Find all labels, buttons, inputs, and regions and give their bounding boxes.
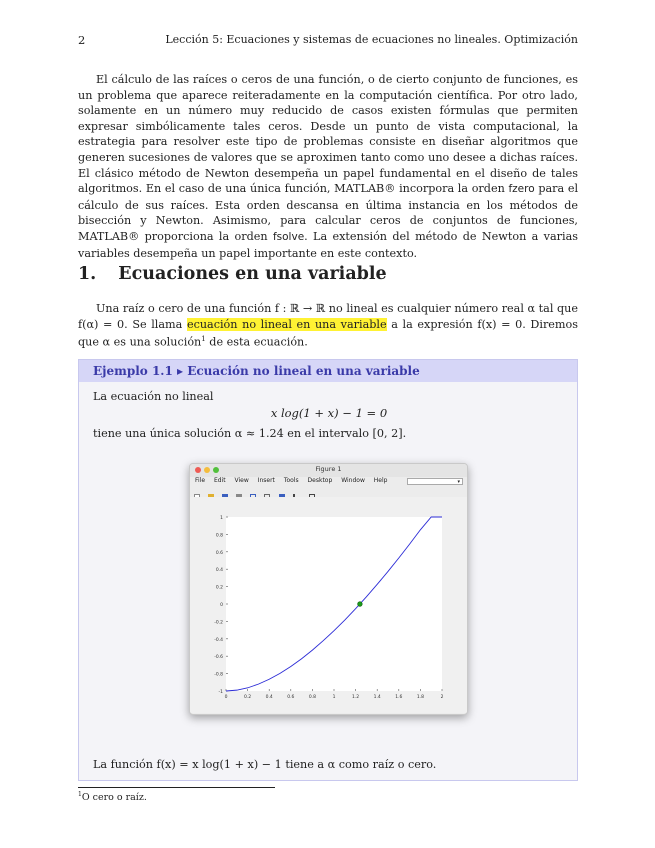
y-tick-label: 0 xyxy=(220,603,223,608)
y-tick-label: 1 xyxy=(220,516,223,521)
definition-paragraph: Una raíz o cero de una función f : ℝ → ℝ no lineal es cualquier número real α tal que f(α) = 0. Se llama ecuación no lineal en una variable a la expresión f(x) = 0. Diremos que α es una solución$^1$ de esta ecuación. xyxy=(78,302,578,349)
section-title: Ecuaciones en una variable xyxy=(118,264,387,284)
x-tick-label: 1.8 xyxy=(416,695,424,700)
example-caption: La función f(x) = x log(1 + x) − 1 tiene a α como raíz o cero. xyxy=(93,758,437,771)
figure-toolbar xyxy=(190,486,467,497)
y-tick-label: 0.8 xyxy=(215,533,223,539)
example-solution: tiene una única solución α ≈ 1.24 en el intervalo [0, 2]. xyxy=(93,427,407,440)
section-number: 1. xyxy=(78,264,97,284)
x-tick-label: 0.8 xyxy=(308,695,316,700)
figure-titlebar[interactable] xyxy=(190,464,467,477)
menu-view[interactable]: View xyxy=(234,477,249,484)
root-marker xyxy=(358,602,363,607)
highlighted-term: ecuación no lineal en una variable xyxy=(186,317,387,331)
y-tick-label: 0.4 xyxy=(215,568,223,574)
figure-menubar xyxy=(190,477,467,486)
figure-dropdown[interactable]: ▾ xyxy=(407,478,463,485)
x-tick-label: 1.4 xyxy=(373,695,381,700)
x-tick-label: 0.6 xyxy=(287,695,295,700)
x-tick-label: 0 xyxy=(224,695,228,700)
matlab-figure-window xyxy=(189,463,468,715)
x-tick-label: 0.2 xyxy=(244,695,252,700)
example-box xyxy=(78,359,578,781)
footnote-rule xyxy=(78,787,275,788)
running-title: Lección 5: Ecuaciones y sistemas de ecuaciones no lineales. Optimización xyxy=(165,33,578,46)
y-tick-label: 0.6 xyxy=(215,550,223,556)
y-tick-label: -0.2 xyxy=(214,620,223,626)
y-tick-label: -0.8 xyxy=(214,672,223,678)
menu-window[interactable]: Window xyxy=(341,477,365,484)
x-tick-label: 1.2 xyxy=(352,695,360,700)
plot-area xyxy=(190,497,467,713)
axes-box xyxy=(226,517,442,691)
y-tick-label: -1 xyxy=(218,690,223,695)
example-equation: x log(1 + x) − 1 = 0 xyxy=(270,406,388,420)
intro-paragraph: El cálculo de las raíces o ceros de una función, o de cierto conjunto de funciones, es un problema que aparece reiteradamente en la computación científica. Por otro lado, solamente en un número muy reducido de casos existen fórmulas que permiten expresar simbólicamente tales ceros. Desde un punto de vista computacional, la estrategia para resolver este tipo de problemas consiste en diseñar algoritmos que generen sucesiones de valores que se aproximen tanto como uno desee a dichas raíces. El clásico método de Newton desempeña un papel fundamental en el diseño de tales algoritmos. En el caso de una única función, MATLAB® incorpora la orden fzero para el cálculo de sus raíces. Esta orden descansa en última instancia en los métodos de bisección y Newton. Asimismo, para calcular ceros de conjuntos de funciones, MATLAB® proporciona la orden fsolve. La extensión del método de Newton a varias variables desempeña un papel importante en este contexto. xyxy=(78,73,579,260)
y-tick-label: -0.4 xyxy=(214,637,223,643)
x-tick-label: 1 xyxy=(332,695,336,700)
footnote-mark: 1 xyxy=(201,335,206,344)
menu-help[interactable]: Help xyxy=(373,477,388,484)
example-title: Ejemplo 1.1 ▸ Ecuación no lineal en una variable xyxy=(79,360,577,382)
page-number: 2 xyxy=(78,33,86,47)
y-tick-label: -0.6 xyxy=(214,655,223,661)
x-tick-label: 1.6 xyxy=(395,695,403,700)
section-heading xyxy=(78,264,387,284)
x-tick-label: 0.4 xyxy=(265,695,273,700)
figure-title: Figure 1 xyxy=(315,465,342,473)
menu-file[interactable]: File xyxy=(195,477,206,484)
y-tick-label: 0.2 xyxy=(215,585,223,591)
footnote: $^1$O cero o raíz. xyxy=(78,791,147,804)
code-fsolve: fsolve xyxy=(272,230,305,243)
code-fzero: fzero xyxy=(508,183,535,196)
menu-desktop[interactable]: Desktop xyxy=(307,477,333,484)
x-tick-label: 2 xyxy=(440,695,444,700)
menu-tools[interactable]: Tools xyxy=(283,477,299,484)
example-intro: La ecuación no lineal xyxy=(93,390,214,403)
menu-edit[interactable]: Edit xyxy=(213,477,226,484)
menu-insert[interactable]: Insert xyxy=(257,477,275,484)
